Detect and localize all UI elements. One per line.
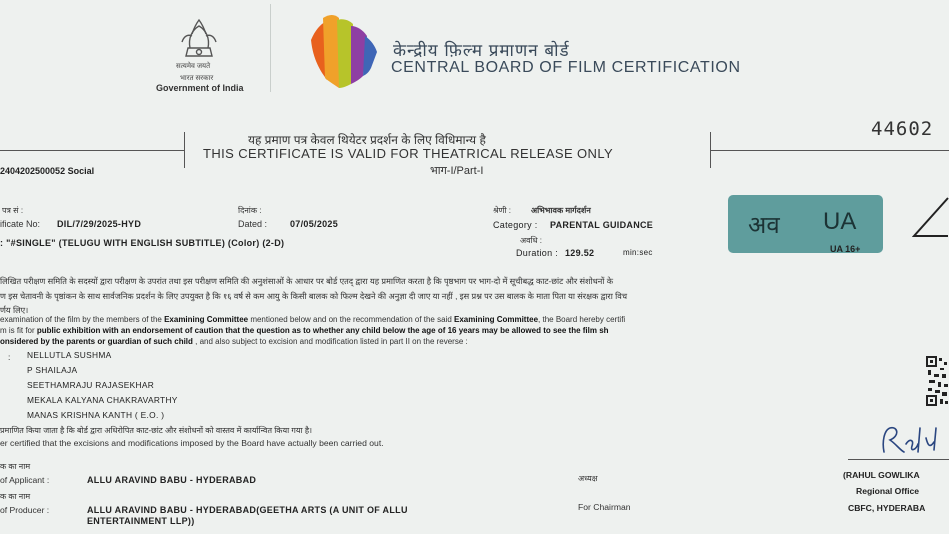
chairman-hindi: अध्यक्ष [578,474,598,483]
duration-hindi: अवधि : [520,236,542,245]
cbfc-title-english: CENTRAL BOARD OF FILM CERTIFICATION [391,59,741,76]
qr-code-icon [926,356,949,408]
warning-triangle-icon [912,196,949,240]
signatory-office: CBFC, HYDERABA [848,503,926,513]
ashoka-emblem-icon [172,12,226,64]
category-value: PARENTAL GUIDANCE [550,220,654,230]
validity-hindi: यह प्रमाण पत्र केवल थियेटर प्रदर्शन के लिए विधिमान्य है [248,133,486,147]
rating-badge-hindi: अव [748,212,780,239]
cert-no-label: ificate No: [0,219,41,229]
category-hindi-value: अभिभावक मार्गदर्शन [531,206,591,215]
serial-number: 44602 [871,118,934,140]
certify-hindi: प्रमाणित किया जाता है कि बोर्ड द्वारा अधिरोपित काट-छांट और संशोधनों को वास्तव में कार्यान्वित किया गया है। [0,426,313,435]
hindi-para-line-2: ण इस चेतावनी के पृष्ठांकन के साथ सार्वजनिक प्रदर्शन के लिए उपयुक्त है कि १६ वर्ष से कम आयु के किसी बालक को फिल्म देखने की अनुज्ञा दी जाए या नहीं , इस प्रश्न पर उस बालक के माता पिता या संरक्षक द्वारा विच [0,292,628,301]
signature-icon [878,422,949,458]
part-label: भाग-I/Part-I [430,165,484,177]
producer-value-1: ALLU ARAVIND BABU - HYDERABAD(GEETHA ARTS (A UNIT OF ALLU [87,505,408,515]
rating-sub: UA 16+ [830,244,861,254]
gov-english: Government of India [156,83,244,93]
english-para-line-1: examination of the film by the members of the Examining Committee mentioned below and on the recommendation of the said Examining Committee, the Board hereby certifi [0,315,626,324]
member-5: MANAS KRISHNA KANTH ( E.O. ) [27,410,165,420]
duration-label: Duration : [516,248,559,258]
member-4: MEKALA KALYANA CHAKRAVARTHY [27,395,178,405]
bracket-line-left [0,150,184,151]
cert-no-value: DIL/7/29/2025-HYD [57,219,142,229]
gov-hindi: भारत सरकार [180,75,214,82]
certify-english: er certified that the excisions and modifications imposed by the Board have actually been carried out. [0,438,384,448]
cbfc-title-hindi: केन्द्रीय फ़िल्म प्रमाणन बोर्ड [393,41,570,60]
producer-label: of Producer : [0,505,50,515]
member-2: P SHAILAJA [27,365,78,375]
member-number: : [8,352,11,362]
signature-line [848,459,949,460]
member-1: NELLUTLA SUSHMA [27,350,112,360]
english-para-line-2: m is fit for public exhibition with an endorsement of caution that the question as to whether any child below the age of 16 years may be allowed to see the film sh [0,326,609,335]
duration-unit: min:sec [623,248,653,257]
applicant-label: of Applicant : [0,475,50,485]
bracket-line-right [710,150,949,151]
cert-no-hindi: पत्र सं : [2,206,24,215]
chairman-english: For Chairman [578,502,631,512]
category-label: Category : [493,220,538,230]
cbfc-logo-icon [305,10,383,92]
certificate-id: 2404202500052 Social [0,166,95,176]
signatory-name: (RAHUL GOWLIKA [843,470,920,480]
hindi-para-line-3: र्णय लिए। [0,306,29,315]
rating-badge-english: UA [823,208,857,235]
date-value: 07/05/2025 [290,219,339,229]
signatory-title: Regional Office [856,486,920,496]
duration-value: 129.52 [565,248,595,258]
hindi-para-line-1: लिखित परीक्षण समिति के सदस्यों द्वारा परीक्षण के उपरांत तथा इस परीक्षण समिति की अनुशंसाओं के आधार पर बोर्ड एतद् द्वारा यह प्रमाणित करता है कि पृष्ठभाग पर भाग-दो में सूचीबद्ध काट-छांट और संशोधनों के [0,277,613,286]
member-3: SEETHAMRAJU RAJASEKHAR [27,380,155,390]
english-para-line-3: onsidered by the parents or guardian of such child , and also subject to excision and modification listed in part II on the reverse : [0,337,468,346]
applicant-hindi: क का नाम [0,462,31,471]
date-label: Dated : [238,219,268,229]
producer-hindi: क का नाम [0,492,31,501]
emblem-motto: सत्यमेव जयते [176,63,211,70]
category-hindi: श्रेणी : [493,206,511,215]
validity-english: THIS CERTIFICATE IS VALID FOR THEATRICAL RELEASE ONLY [203,146,614,161]
applicant-value: ALLU ARAVIND BABU - HYDERABAD [87,475,257,485]
header-divider [270,4,271,92]
film-title: : "#SINGLE" (TELUGU WITH ENGLISH SUBTITLE) (Color) (2-D) [0,238,285,248]
date-hindi: दिनांक : [238,206,262,215]
bracket-tick-left [184,132,185,168]
producer-value-2: ENTERTAINMENT LLP)) [87,516,195,526]
